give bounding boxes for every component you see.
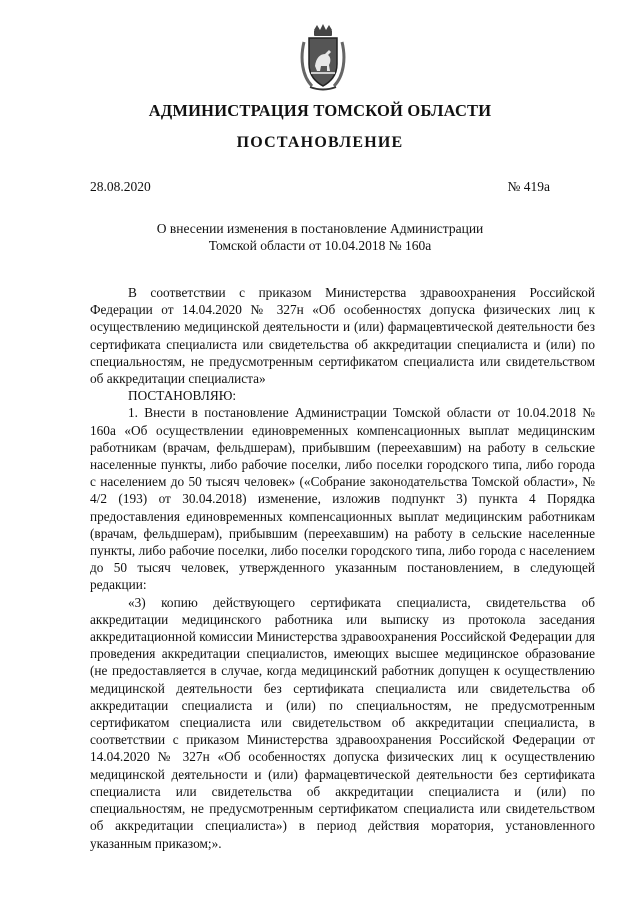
document-type: ПОСТАНОВЛЕНИЕ (236, 134, 404, 151)
tomsk-coat-of-arms-icon (300, 24, 346, 92)
document-subject (0, 220, 640, 254)
subject-line-1: О внесении изменения в постановление Администрации (156, 221, 484, 236)
decree-word: ПОСТАНОВЛЯЮ: (128, 388, 237, 404)
document-number: № 419а (507, 179, 550, 194)
preamble-paragraph: В соответствии с приказом Министерства здравоохранения Российской Федерации от 14.04.2020 № 327н «Об особенностях допуска физических лиц к осуществлению медицинской деятельности и (или) фармацевтической деятельности без сертификата специалиста или свидетельства об аккредитации специалиста и (или) по специальностям, не предусмотренным сертификатом специалиста или свидетельством об аккредитации специалиста» (90, 285, 595, 387)
subject-line-2: Томской области от 10.04.2018 № 160а (208, 238, 432, 253)
document-date: 28.08.2020 (90, 179, 151, 194)
item-1-paragraph: 1. Внести в постановление Администрации Томской области от 10.04.2018 № 160а «Об осуществлении единовременных компенсационных выплат медицинским работникам (врачам, фельдшерам), прибывшим (переехавшим) на работу в сельские населенные пункты, либо рабочие поселки, либо поселки городского типа, либо города с населением до 50 тысяч человек» («Собрание законодательства Томской области», № 4/2 (193) от 30.04.2018) изменение, изложив подпункт 3) пункта 4 Порядка предоставления единовременных компенсационных выплат медицинским работникам (врачам, фельдшерам), прибывшим (переехавшим) на работу в сельские населенные пункты, либо рабочие поселки, либо поселки городского типа, либо города с населением до 50 тысяч человек, утвержденного указанным постановлением, в следующей редакции: (90, 405, 595, 593)
item-1-new-text-paragraph: «3) копию действующего сертификата специалиста, свидетельства об аккредитации медицинского работника или выписку из протокола заседания аккредитационной комиссии Министерства здравоохранения Российской Федерации для проведения аккредитации специалистов, имеющих высшее медицинское образование (не предоставляется в случае, когда медицинский работник допущен к осуществлению медицинской деятельности без сертификата специалиста или свидетельства об аккредитации специалиста и (или) по специальностям, не предусмотренным сертификатом специалиста или свидетельством об аккредитации специалиста, в соответствии с приказом Министерства здравоохранения Российской Федерации от 14.04.2020 № 327н «Об особенностях допуска физических лиц к осуществлению медицинской деятельности и (или) фармацевтической деятельности без сертификата специалиста или свидетельства об аккредитации специалиста и (или) по специальностям, не предусмотренным сертификатом специалиста или свидетельством об аккредитации специалиста») в период действия моратория, установленного указанным приказом;». (90, 594, 595, 851)
organization-title: АДМИНИСТРАЦИЯ ТОМСКОЙ ОБЛАСТИ (148, 101, 492, 120)
document-body (90, 284, 595, 852)
